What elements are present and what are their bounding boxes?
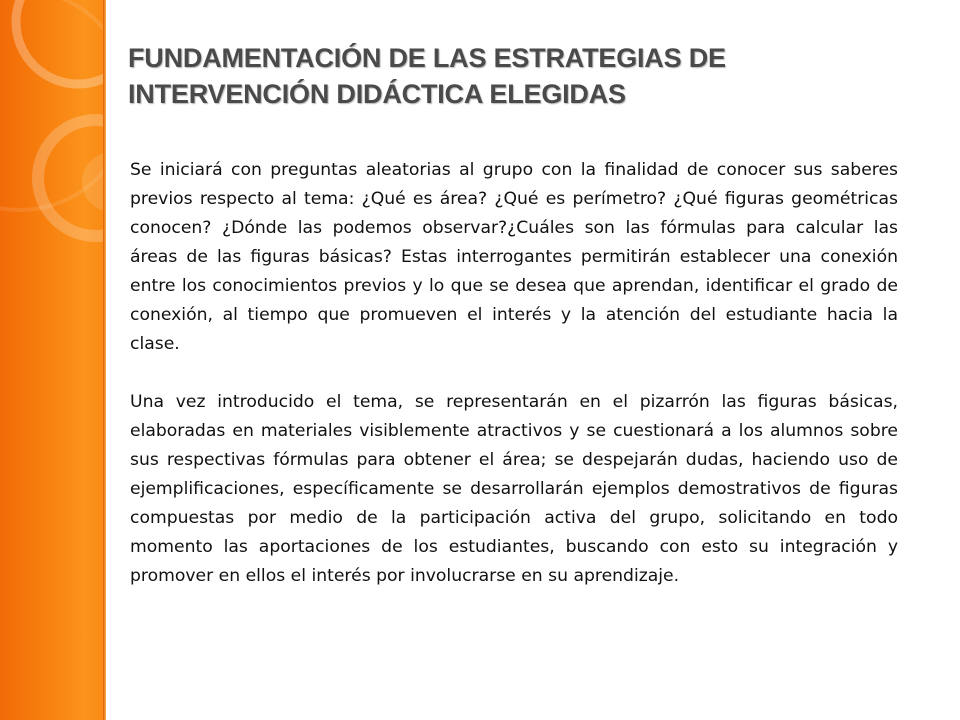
slide-title-line-2: INTERVENCIÓN DIDÁCTICA ELEGIDAS (128, 79, 626, 109)
body-paragraph-1: Se iniciará con preguntas aleatorias al grupo con la finalidad de conocer sus saberes previos respecto al tema: ¿Qué es área? ¿Qué es perímetro? ¿Qué figuras geométricas conocen? ¿Dónde las podemos observar?¿Cuáles son las fórmulas para calcular las áreas de las figuras básicas? Estas interrogantes permitirán establecer una conexión entre los conocimientos previos y lo que se desea que aprendan, identificar el grado de conexión, al tiempo que promueven el interés y la atención del estudiante hacia la clase. (130, 160, 898, 354)
slide-title (128, 40, 888, 112)
body-paragraph-2: Una vez introducido el tema, se representarán en el pizarrón las figuras básicas, elaboradas en materiales visiblemente atractivos y se cuestionará a los alumnos sobre sus respectivas fórmulas para obtener el área; se despejarán dudas, haciendo uso de ejemplificaciones, específicamente se desarrollarán ejemplos demostrativos de figuras compuestas por medio de la participación activa del grupo, solicitando en todo momento las aportaciones de los estudiantes, buscando con esto su integración y promover en ellos el interés por involucrarse en su aprendizaje. (130, 392, 898, 586)
slide-title-line-1: FUNDAMENTACIÓN DE LAS ESTRATEGIAS DE (128, 43, 726, 73)
decorative-circles (0, 0, 106, 720)
slide-body (130, 156, 898, 591)
side-band-edge (103, 0, 106, 720)
decorative-side-band (0, 0, 106, 720)
